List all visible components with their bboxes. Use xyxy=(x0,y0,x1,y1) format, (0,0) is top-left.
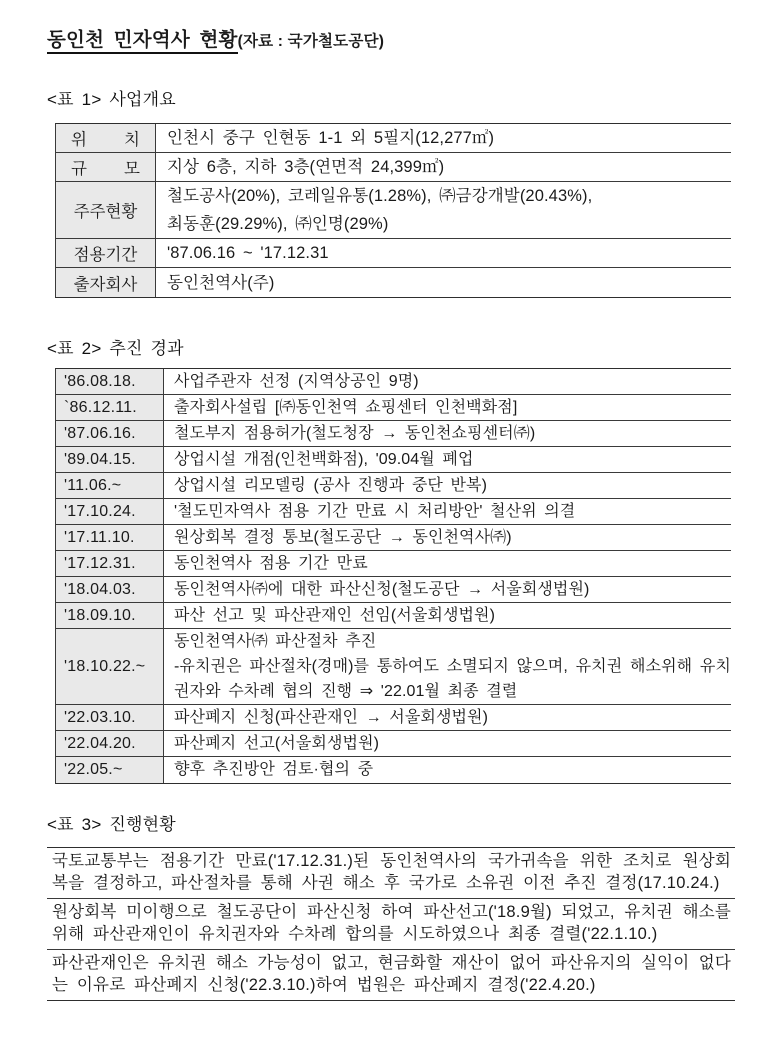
date-text: '17.10.24. xyxy=(64,502,136,520)
date-cell xyxy=(56,551,164,576)
row-label-text: 주주현황 xyxy=(73,203,138,221)
event-cell xyxy=(164,421,731,446)
event-line: 상업시설 개점(인천백화점), '09.04월 폐업 xyxy=(174,451,474,468)
table-row xyxy=(56,525,731,551)
date-text: '18.10.22.~ xyxy=(64,657,146,675)
event-cell xyxy=(164,499,731,524)
table-row xyxy=(56,731,731,757)
event-cell xyxy=(164,705,731,730)
document-title-source: (자료 : 국가철도공단) xyxy=(237,33,385,50)
value-line: 지상 6층, 지하 3층(연면적 24,399㎡) xyxy=(167,158,445,176)
row-label-cell xyxy=(56,182,156,238)
event-line: 출자회사설립 [㈜동인천역 쇼핑센터 인천백화점] xyxy=(174,399,518,416)
event-cell xyxy=(164,757,731,782)
table-row xyxy=(56,577,731,603)
date-text: '18.09.10. xyxy=(64,606,136,624)
table1-heading: <표 1> 사업개요 xyxy=(47,90,176,109)
date-cell xyxy=(56,395,164,420)
row-value-cell xyxy=(156,239,731,267)
row-value-cell xyxy=(156,124,731,152)
event-line: 동인천역사 점용 기간 만료 xyxy=(174,555,368,572)
value-line: '87.06.16 ~ '17.12.31 xyxy=(167,244,329,262)
event-line: 파산 선고 및 파산관재인 선임(서울회생법원) xyxy=(174,607,496,624)
value-line: 철도공사(20%), 코레일유통(1.28%), ㈜금강개발(20.43%), xyxy=(167,187,593,205)
project-overview-table xyxy=(55,123,731,298)
table-row xyxy=(56,239,731,268)
row-label-text: 출자회사 xyxy=(73,275,138,294)
value-line: 동인천역사(주) xyxy=(167,273,275,292)
date-cell xyxy=(56,369,164,394)
document-title xyxy=(47,24,384,52)
table3-heading: <표 3> 진행현황 xyxy=(47,815,176,834)
event-line: 철도부지 점용허가(철도청장 → 동인천쇼핑센터㈜) xyxy=(174,425,536,442)
row-label-text: 규 모 xyxy=(71,160,140,178)
event-line: -유치권은 파산절차(경매)를 통하여도 소멸되지 않으며, 유치권 해소위해 유치권자와 수차례 협의 진행 ⇒ '22.01월 최종 결렬 xyxy=(174,658,731,700)
date-text: '87.06.16. xyxy=(64,424,136,442)
status-row xyxy=(47,899,735,950)
row-value-cell xyxy=(156,153,731,181)
event-line: 상업시설 리모델링 (공사 진행과 중단 반복) xyxy=(174,477,488,494)
table-row xyxy=(56,268,731,297)
table-row xyxy=(56,421,731,447)
date-cell xyxy=(56,629,164,704)
date-cell xyxy=(56,757,164,783)
table-row xyxy=(56,757,731,783)
table-row xyxy=(56,473,731,499)
event-cell xyxy=(164,603,731,628)
table-row xyxy=(56,499,731,525)
row-label-cell xyxy=(56,268,156,297)
table-row xyxy=(56,447,731,473)
date-text: '86.08.18. xyxy=(64,372,136,390)
date-text: '22.04.20. xyxy=(64,734,136,752)
date-text: '17.11.10. xyxy=(64,528,135,546)
date-cell xyxy=(56,525,164,550)
date-cell xyxy=(56,577,164,602)
row-label-cell xyxy=(56,239,156,267)
progress-history-table xyxy=(55,368,731,784)
event-cell xyxy=(164,447,731,472)
event-cell xyxy=(164,629,731,704)
current-status-table xyxy=(47,847,735,1001)
event-cell xyxy=(164,731,731,756)
date-cell xyxy=(56,731,164,756)
date-text: '18.04.03. xyxy=(64,580,136,598)
table2-heading: <표 2> 추진 경과 xyxy=(47,339,184,358)
row-value-cell xyxy=(156,182,731,238)
event-line: 동인천역사㈜ 파산절차 추진 xyxy=(174,633,377,650)
date-cell xyxy=(56,421,164,446)
event-line: 동인천역사㈜에 대한 파산신청(철도공단 → 서울회생법원) xyxy=(174,581,590,598)
date-cell xyxy=(56,705,164,730)
date-cell xyxy=(56,447,164,472)
status-text: 원상회복 미이행으로 철도공단이 파산신청 하여 파산선고('18.9월) 되었고, 유치권 해소를 위해 파산관재인이 유치권자와 수차례 합의를 시도하였으나 최종 결렬('22.1.10.) xyxy=(52,903,731,943)
event-cell xyxy=(164,395,731,420)
date-text: `86.12.11. xyxy=(64,398,137,416)
event-line: '철도민자역사 점용 기간 만료 시 처리방안' 철산위 의결 xyxy=(174,503,576,520)
row-label-text: 위 치 xyxy=(71,131,140,149)
event-line: 향후 추진방안 검토·협의 중 xyxy=(174,761,374,779)
event-cell xyxy=(164,577,731,602)
table-row xyxy=(56,369,731,395)
event-line: 파산폐지 선고(서울회생법원) xyxy=(174,735,380,752)
date-text: '17.12.31. xyxy=(64,554,136,572)
date-cell xyxy=(56,473,164,498)
event-cell xyxy=(164,525,731,550)
row-value-cell xyxy=(156,269,731,297)
date-cell xyxy=(56,499,164,524)
date-text: '22.05.~ xyxy=(64,760,123,778)
value-line: 인천시 중구 인현동 1-1 외 5필지(12,277㎡) xyxy=(167,129,495,147)
date-cell xyxy=(56,603,164,628)
table-row xyxy=(56,153,731,182)
status-row xyxy=(47,848,735,899)
row-label-text: 점용기간 xyxy=(73,246,138,264)
value-line: 최동훈(29.29%), ㈜인명(29%) xyxy=(167,215,389,233)
table-row xyxy=(56,124,731,153)
status-text: 국토교통부는 점용기간 만료('17.12.31.)된 동인천역사의 국가귀속을 위한 조치로 원상회복을 결정하고, 파산절차를 통해 사권 해소 후 국가로 소유권 이전 추진 결정(17.10.24.) xyxy=(52,852,731,892)
event-cell xyxy=(164,473,731,498)
row-label-cell xyxy=(56,124,156,152)
status-row xyxy=(47,950,735,1000)
date-text: '89.04.15. xyxy=(64,450,136,468)
table-row xyxy=(56,551,731,577)
status-text: 파산관재인은 유치권 해소 가능성이 없고, 현금화할 재산이 없어 파산유지의 실익이 없다는 이유로 파산폐지 신청('22.3.10.)하여 법원은 파산폐지 결정('22.4.20.) xyxy=(52,954,731,994)
event-cell xyxy=(164,369,731,394)
row-label-cell xyxy=(56,153,156,181)
table-row xyxy=(56,182,731,239)
event-line: 원상회복 결정 통보(철도공단 → 동인천역사㈜) xyxy=(174,529,512,546)
event-line: 파산폐지 신청(파산관재인 → 서울회생법원) xyxy=(174,709,489,726)
table-row xyxy=(56,629,731,705)
table-row xyxy=(56,395,731,421)
event-line: 사업주관자 선정 (지역상공인 9명) xyxy=(174,373,419,390)
date-text: '11.06.~ xyxy=(64,476,122,494)
table-row xyxy=(56,603,731,629)
table-row xyxy=(56,705,731,731)
event-cell xyxy=(164,551,731,576)
document-title-text: 동인천 민자역사 현황 xyxy=(47,29,238,54)
date-text: '22.03.10. xyxy=(64,708,136,726)
